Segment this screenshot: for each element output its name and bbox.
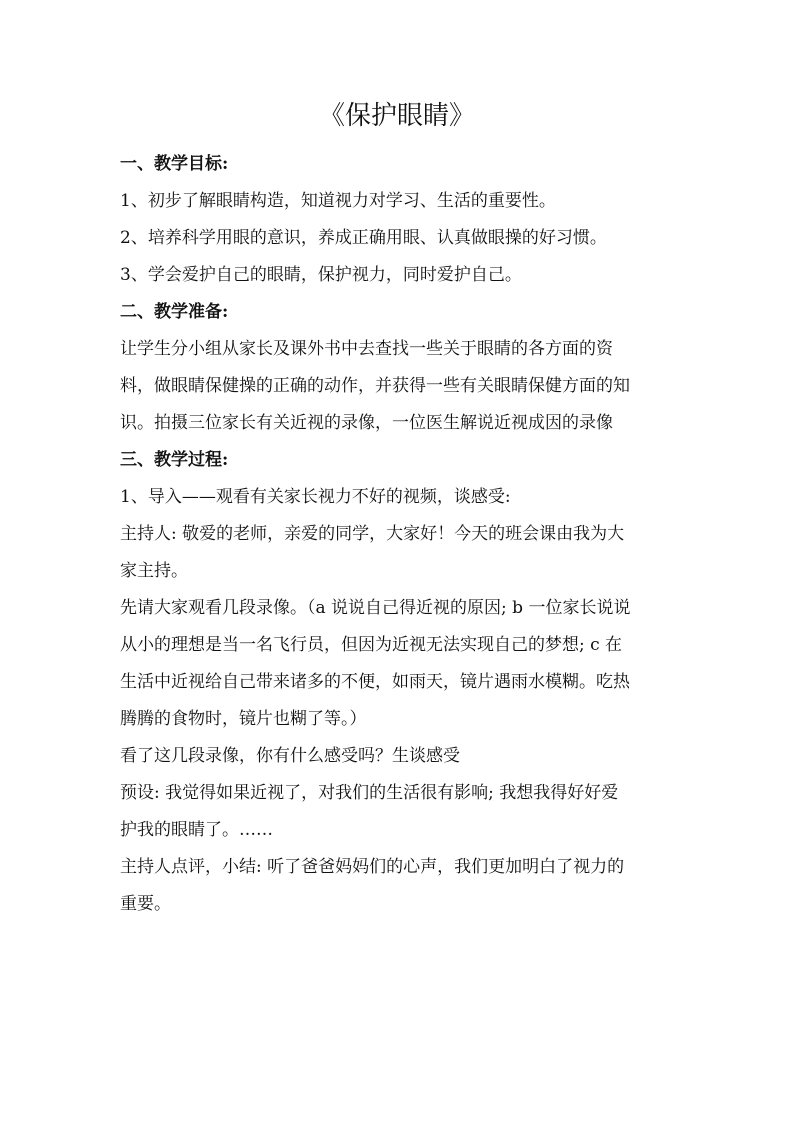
video-desc-line-1: 先请大家观看几段录像。（a 说说自己得近视的原因; b 一位家长说说 bbox=[120, 598, 631, 618]
section-heading-preparation: 二、教学准备: bbox=[120, 302, 229, 322]
question-line: 看了这几段录像，你有什么感受吗？生谈感受 bbox=[120, 746, 460, 766]
page-title: 《保护眼睛》 bbox=[318, 101, 475, 131]
host-intro-line-1: 主持人: 敬爱的老师，亲爱的同学，大家好！今天的班会课由我为大 bbox=[120, 524, 625, 544]
summary-line-1: 主持人点评，小结: 听了爸爸妈妈们的心声，我们更加明白了视力的 bbox=[120, 857, 625, 877]
section-heading-process: 三、教学过程: bbox=[120, 450, 229, 470]
summary-line-2: 重要。 bbox=[120, 894, 171, 914]
document-body bbox=[120, 146, 680, 923]
host-intro-line-2: 家主持。 bbox=[120, 561, 188, 581]
objective-item-3: 3、学会爱护自己的眼睛，保护视力，同时爱护自己。 bbox=[120, 265, 522, 285]
process-step-1: 1、导入——观看有关家长视力不好的视频，谈感受: bbox=[120, 487, 511, 507]
objective-item-1: 1、初步了解眼睛构造，知道视力对学习、生活的重要性。 bbox=[120, 191, 556, 211]
video-desc-line-3: 生活中近视给自己带来诸多的不便，如雨天，镜片遇雨水模糊。吃热 bbox=[120, 672, 630, 692]
section-heading-objectives: 一、教学目标: bbox=[120, 154, 229, 174]
objective-item-2: 2、培养科学用眼的意识，养成正确用眼、认真做眼操的好习惯。 bbox=[120, 228, 607, 248]
video-desc-line-2: 从小的理想是当一名飞行员，但因为近视无法实现自己的梦想; c 在 bbox=[120, 635, 623, 655]
preparation-line-2: 料，做眼睛保健操的正确的动作，并获得一些有关眼睛保健方面的知 bbox=[120, 376, 630, 396]
preparation-line-3: 识。拍摄三位家长有关近视的录像，一位医生解说近视成因的录像 bbox=[120, 413, 613, 433]
preset-line-1: 预设: 我觉得如果近视了，对我们的生活很有影响; 我想我得好好爱 bbox=[120, 783, 619, 803]
preset-line-2: 护我的眼睛了。…… bbox=[120, 820, 273, 840]
preparation-line-1: 让学生分小组从家长及课外书中去查找一些关于眼睛的各方面的资 bbox=[120, 339, 613, 359]
video-desc-line-4: 腾腾的食物时，镜片也糊了等。） bbox=[120, 709, 367, 729]
